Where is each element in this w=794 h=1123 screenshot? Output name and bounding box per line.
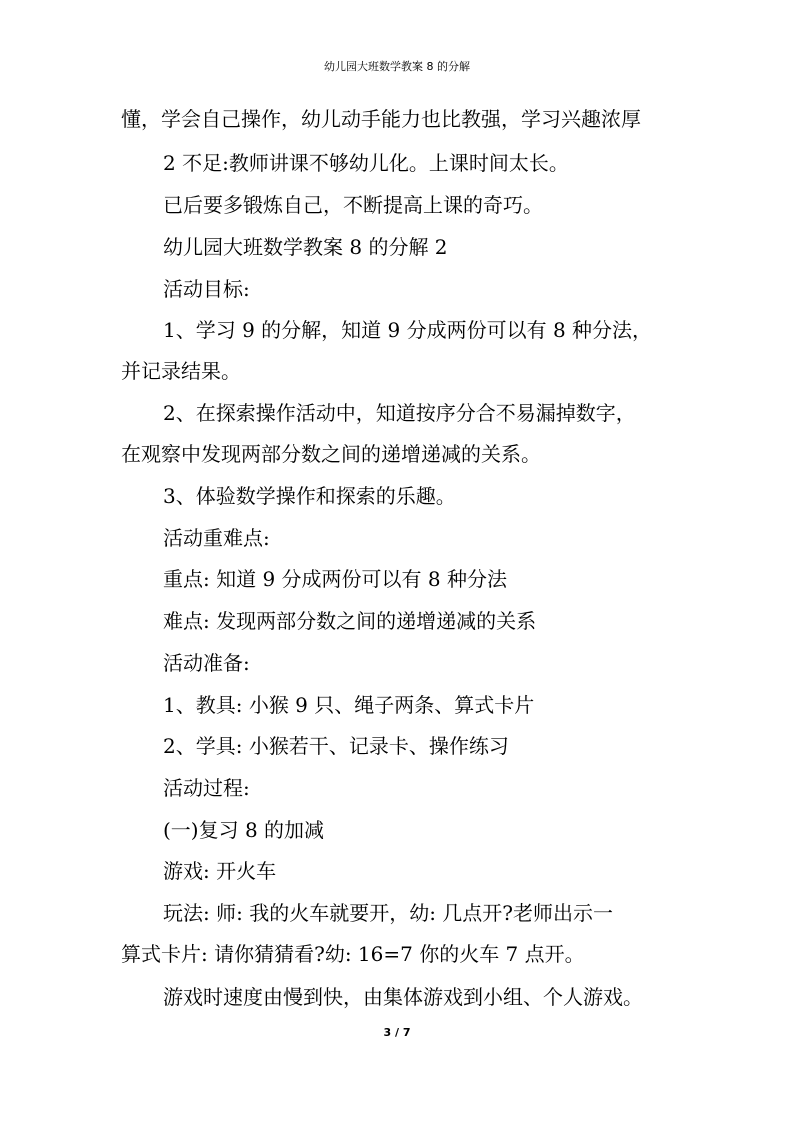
paragraph-line: 活动准备: <box>163 651 250 675</box>
paragraph-line: 活动过程: <box>163 776 250 800</box>
paragraph-line: 1、学习 9 的分解，知道 9 分成两份可以有 8 种分法， <box>163 318 653 342</box>
paragraph-line: 2 不足:教师讲课不够幼儿化。上课时间太长。 <box>163 151 569 175</box>
paragraph-line: 在观察中发现两部分数之间的递增递减的关系。 <box>121 442 541 466</box>
paragraph-line: 游戏时速度由慢到快，由集体游戏到小组、个人游戏。 <box>163 985 643 1009</box>
paragraph-line: 玩法: 师: 我的火车就要开，幼: 几点开?老师出示一 <box>163 901 614 925</box>
paragraph-line: (一)复习 8 的加减 <box>163 818 325 842</box>
page-header: 幼儿园大班数学教案 8 的分解 <box>324 60 470 73</box>
paragraph-line: 难点: 发现两部分数之间的递增递减的关系 <box>163 609 537 633</box>
paragraph-line: 已后要多锻炼自己，不断提高上课的奇巧。 <box>163 193 543 217</box>
paragraph-line: 并记录结果。 <box>121 359 241 383</box>
page-number: 3 / 7 <box>383 1026 411 1039</box>
paragraph-line: 活动重难点: <box>163 526 270 550</box>
paragraph-line: 1、教具: 小猴 9 只、绳子两条、算式卡片 <box>163 693 535 717</box>
section-heading: 幼儿园大班数学教案 8 的分解 2 <box>163 235 448 259</box>
paragraph-line: 算式卡片: 请你猜猜看?幼: 16=7 你的火车 7 点开。 <box>121 942 585 966</box>
paragraph-line: 2、学具: 小猴若干、记录卡、操作练习 <box>163 734 509 758</box>
paragraph-line: 重点: 知道 9 分成两份可以有 8 种分法 <box>163 567 507 591</box>
paragraph-line: 活动目标: <box>163 277 250 301</box>
paragraph-line: 2、在探索操作活动中，知道按序分合不易漏掉数字， <box>163 401 636 425</box>
paragraph-line: 3、体验数学操作和探索的乐趣。 <box>163 484 456 508</box>
paragraph-line: 懂，学会自己操作，幼儿动手能力也比教强，学习兴趣浓厚 <box>121 107 641 131</box>
paragraph-line: 游戏: 开火车 <box>163 859 277 883</box>
